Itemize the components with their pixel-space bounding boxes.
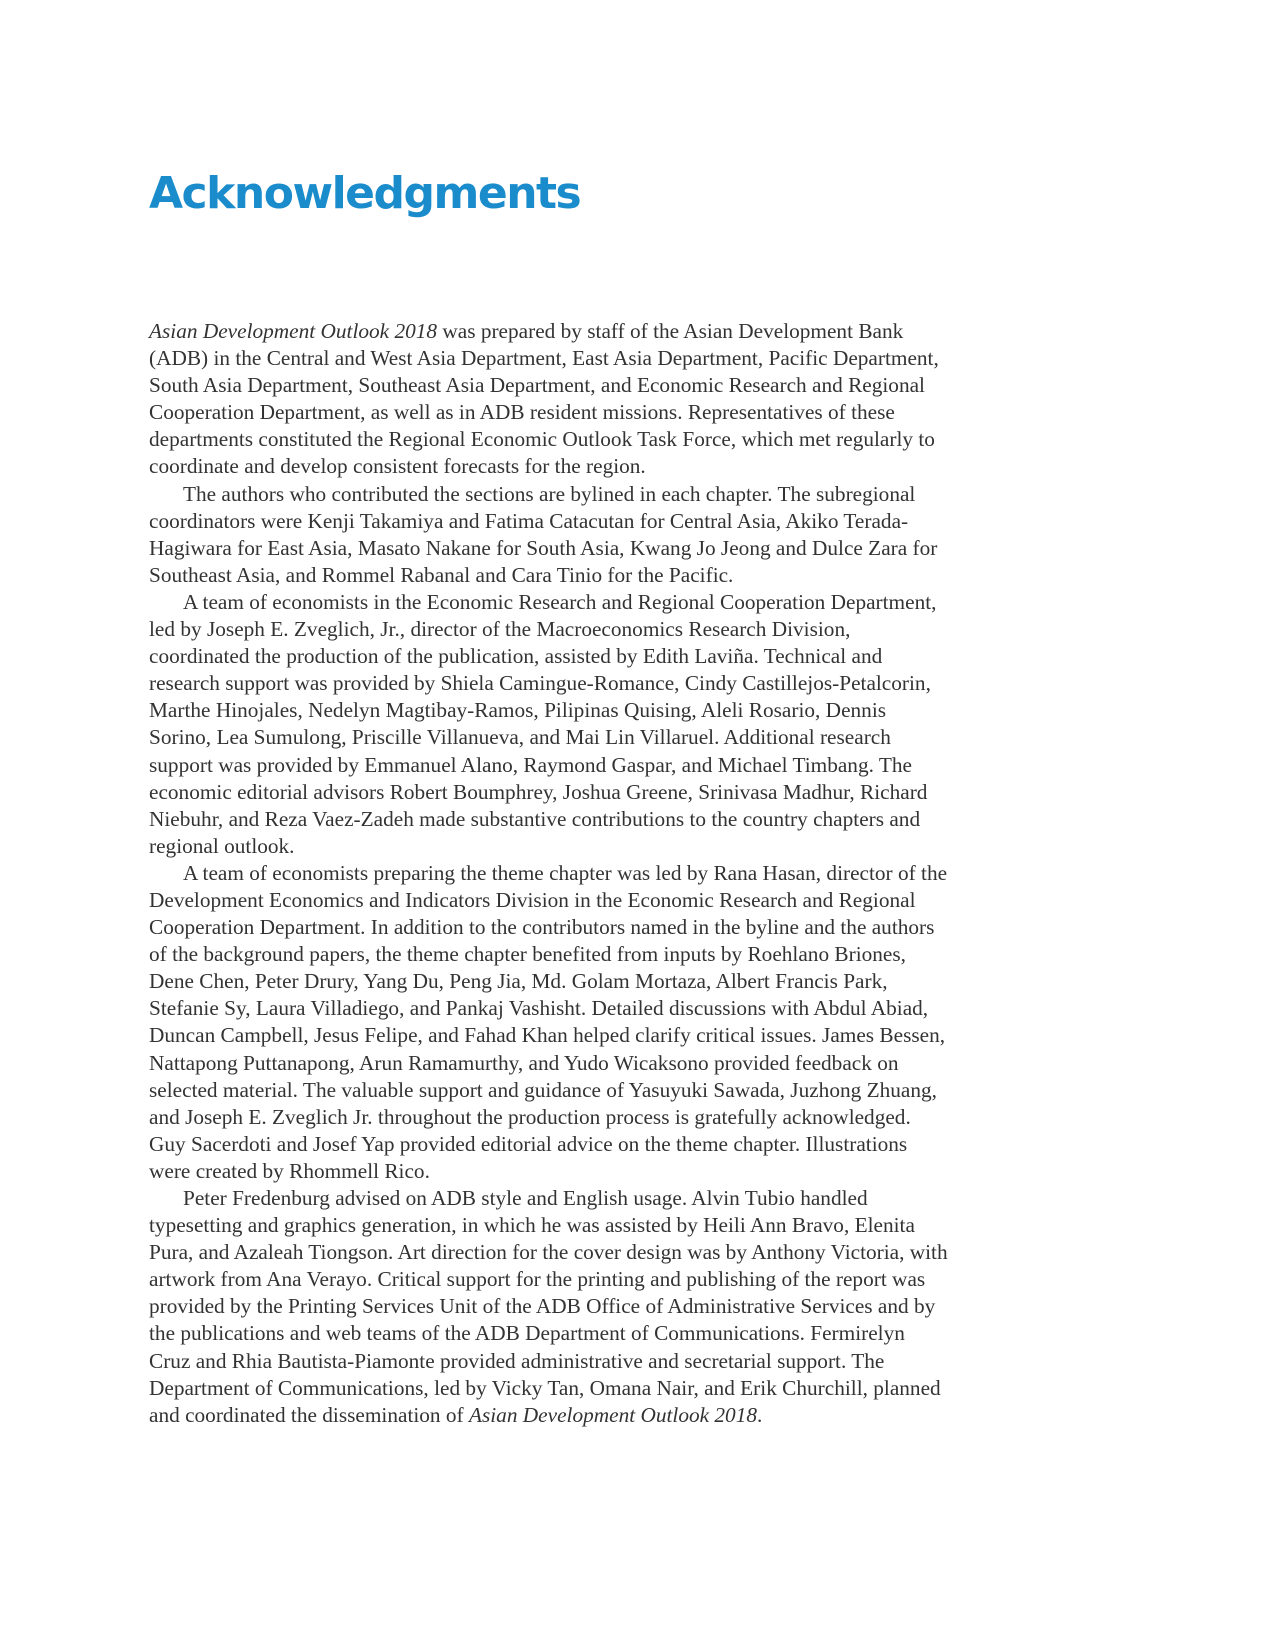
paragraph-production-end: .: [757, 1402, 763, 1427]
paragraph-production-text: Peter Fredenburg advised on ADB style and English usage. Alvin Tubio handled typesetting and graphics generation, in which he was assisted by Heili Ann Bravo, Elenita Pura, and Azaleah Tiongson. Art direction for the cover design was by Anthony Victoria, with artwork from Ana Verayo. Critical support for the printing and publishing of the report was provided by the Printing Services Unit of the ADB Office of Administrative Services and by the publications and web teams of the ADB Department of Communications. Fermirelyn Cruz and Rhia Bautista-Piamonte provided administrative and secretarial support. The Department of Communications, led by Vicky Tan, Omana Nair, and Erik Churchill, planned and coordinated the dissemination of: [149, 1186, 948, 1427]
acknowledgments-body: [149, 318, 949, 1429]
publication-title: Asian Development Outlook 2018: [149, 319, 438, 343]
paragraph-authors: The authors who contributed the sections are bylined in each chapter. The subregional coordinators were Kenji Takamiya and Fatima Catacutan for Central Asia, Akiko Terada-Hagiwara for East Asia, Masato Nakane for South Asia, Kwang Jo Jeong and Dulce Zara for Southeast Asia, and Rommel Rabanal and Cara Tinio for the Pacific.: [149, 481, 938, 587]
paragraph-production: [149, 1185, 949, 1429]
paragraph-intro-text: was prepared by staff of the Asian Development Bank (ADB) in the Central and West Asia Department, East Asia Department, Pacific Department, South Asia Department, Southeast Asia Department, and Economic Research and Regional Cooperation Department, as well as in ADB resident missions. Representatives of these departments constituted the Regional Economic Outlook Task Force, which met regularly to coordinate and develop consistent forecasts for the region.: [149, 319, 939, 479]
paragraph-theme-chapter: A team of economists preparing the theme chapter was led by Rana Hasan, director of the Development Economics and Indicators Division in the Economic Research and Regional Cooperation Department. In addition to the contributors named in the byline and the authors of the background papers, the theme chapter benefited from inputs by Roehlano Briones, Dene Chen, Peter Drury, Yang Du, Peng Jia, Md. Golam Mortaza, Albert Francis Park, Stefanie Sy, Laura Villadiego, and Pankaj Vashisht. Detailed discussions with Abdul Abiad, Duncan Campbell, Jesus Felipe, and Fahad Khan helped clarify critical issues. James Bessen, Nattapong Puttanapong, Arun Ramamurthy, and Yudo Wicaksono provided feedback on selected material. The valuable support and guidance of Yasuyuki Sawada, Juzhong Zhuang, and Joseph E. Zveglich Jr. throughout the production process is gratefully acknowledged. Guy Sacerdoti and Josef Yap provided editorial advice on the theme chapter. Illustrations were created by Rhommell Rico.: [149, 860, 948, 1183]
paragraph-economists-team: A team of economists in the Economic Research and Regional Cooperation Department, led by Joseph E. Zveglich, Jr., director of the Macroeconomics Research Division, coordinated the production of the publication, assisted by Edith Laviña. Technical and research support was provided by Shiela Camingue-Romance, Cindy Castillejos-Petalcorin, Marthe Hinojales, Nedelyn Magtibay-Ramos, Pilipinas Quising, Aleli Rosario, Dennis Sorino, Lea Sumulong, Priscille Villanueva, and Mai Lin Villaruel. Additional research support was provided by Emmanuel Alano, Raymond Gaspar, and Michael Timbang. The economic editorial advisors Robert Boumphrey, Joshua Greene, Srinivasa Madhur, Richard Niebuhr, and Reza Vaez-Zadeh made substantive contributions to the country chapters and regional outlook.: [149, 589, 937, 858]
page-title: Acknowledgments: [149, 168, 581, 219]
paragraph-intro: [149, 318, 949, 481]
publication-title-end: Asian Development Outlook 2018: [468, 1402, 758, 1427]
